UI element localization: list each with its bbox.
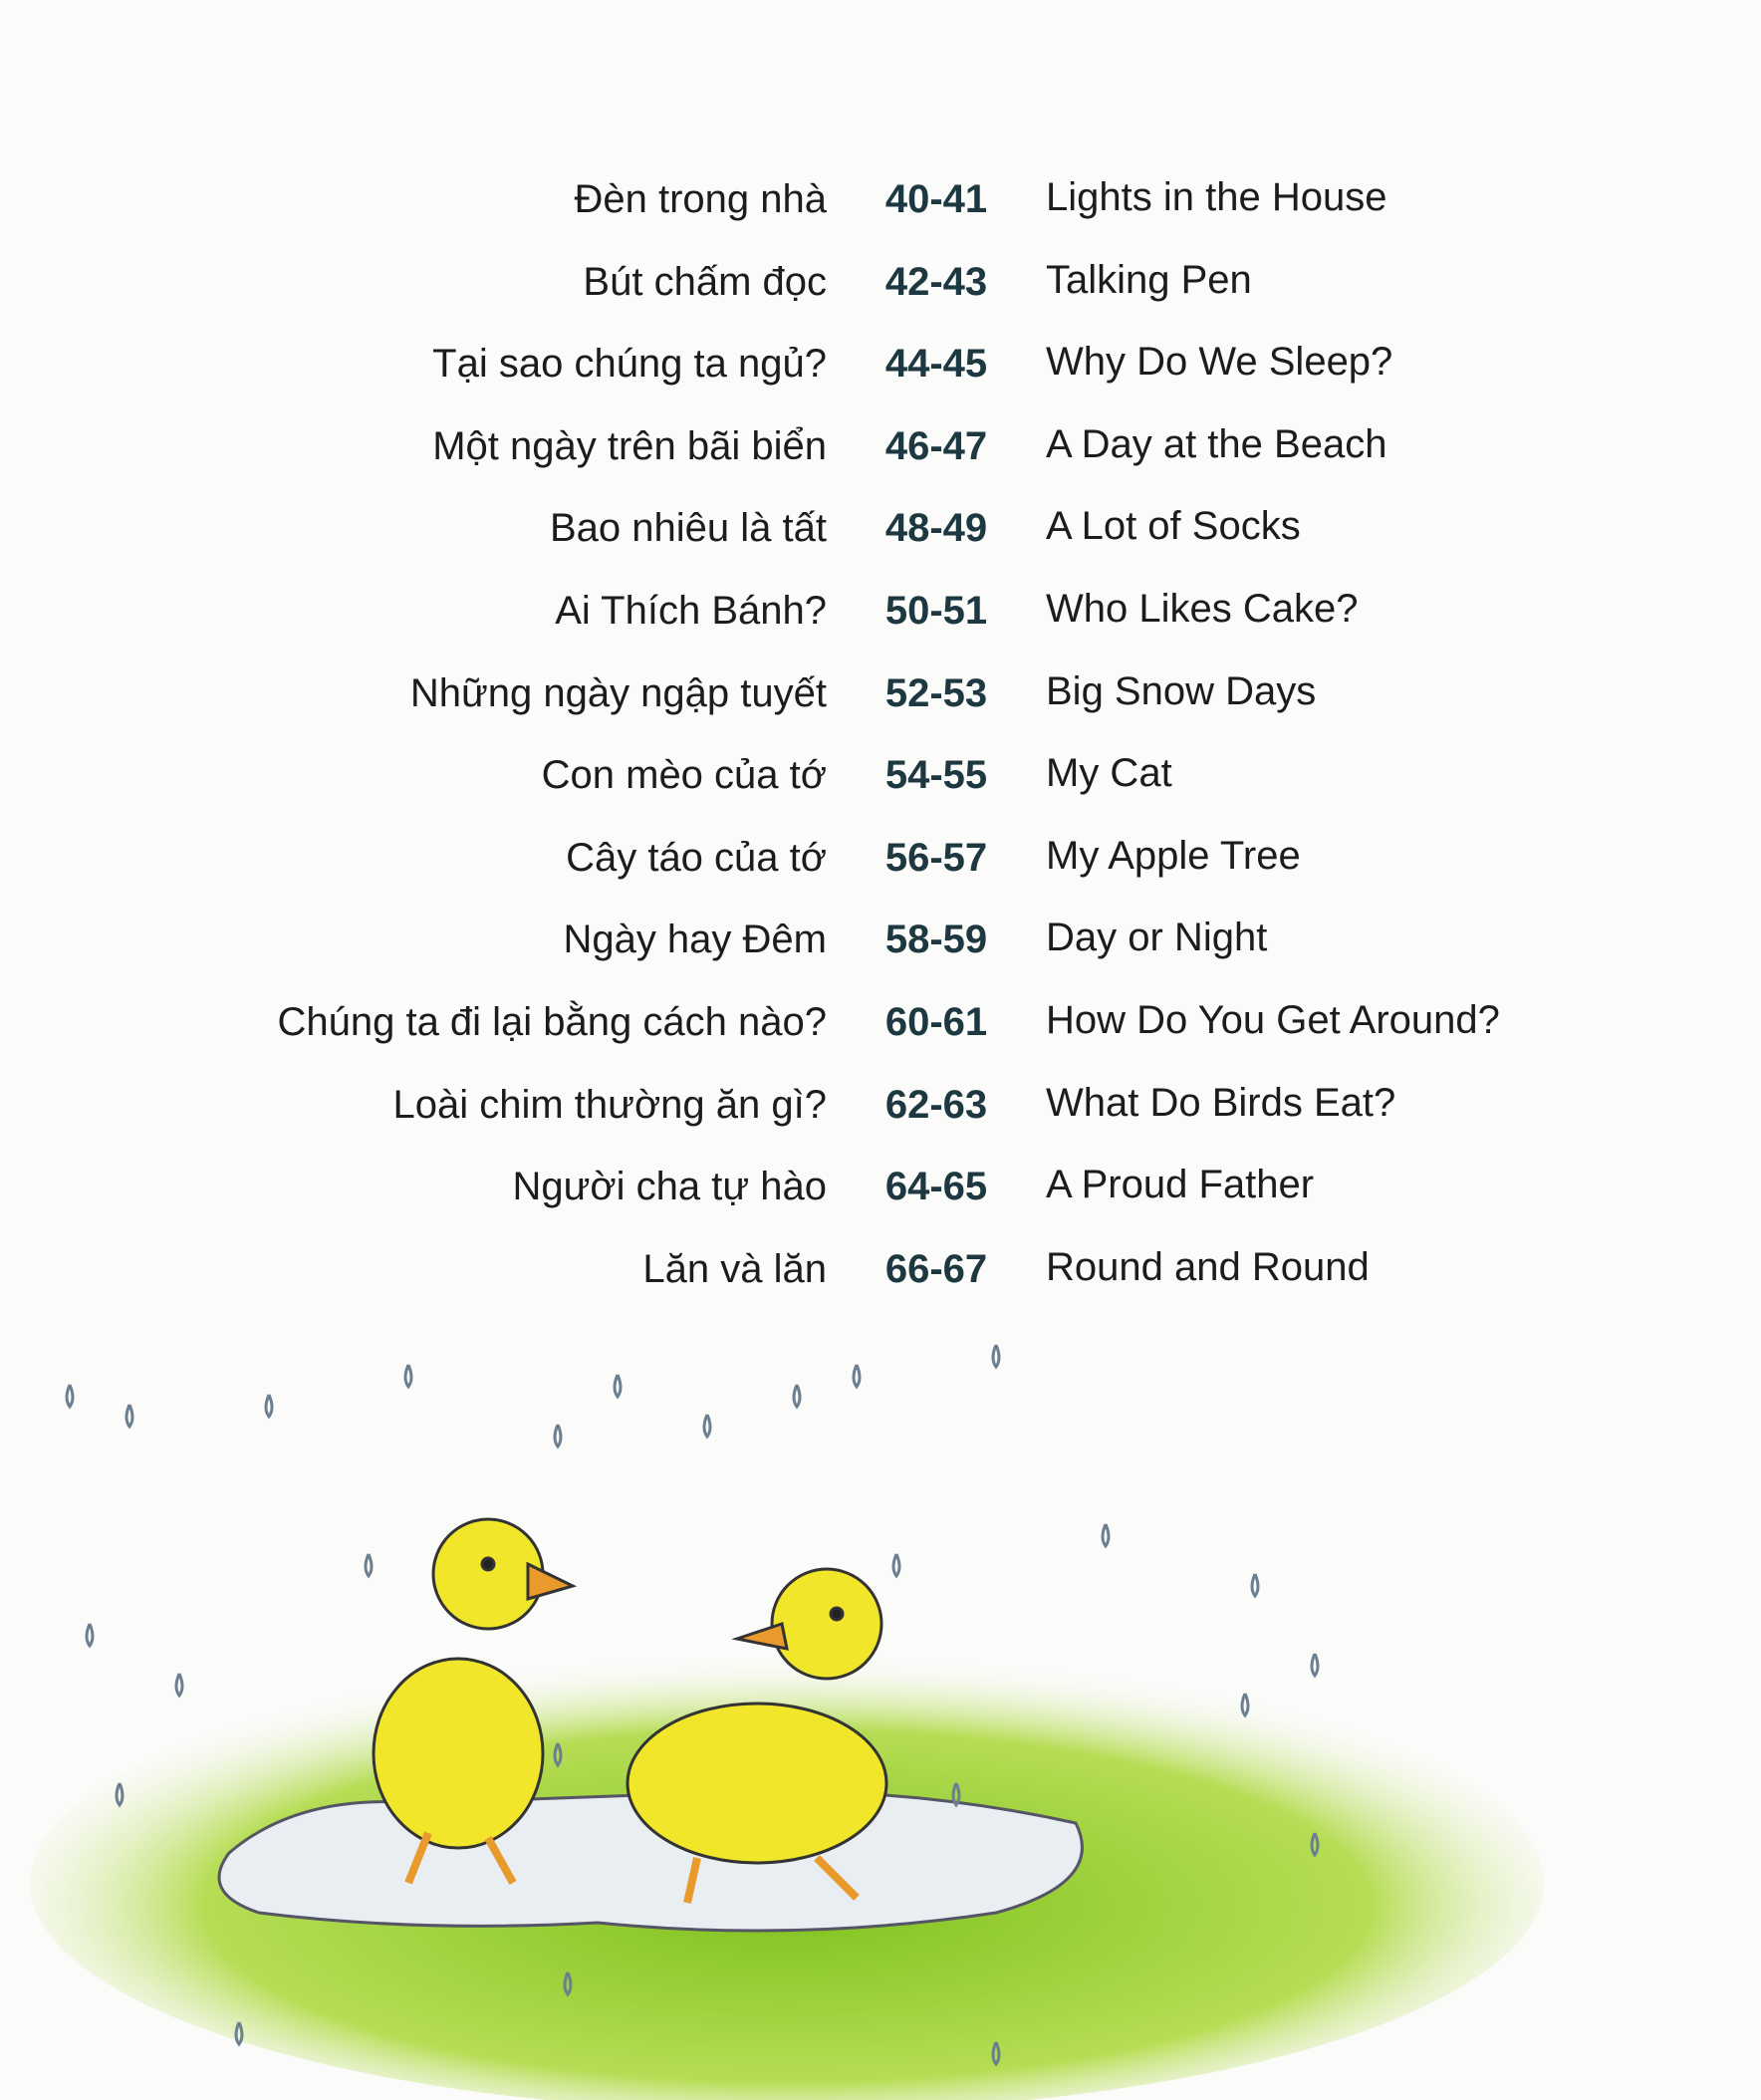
english-title: Lights in the House bbox=[1046, 175, 1387, 219]
page-range: 44-45 bbox=[884, 342, 988, 387]
toc-entry bbox=[0, 252, 1761, 335]
page-range: 42-43 bbox=[884, 259, 988, 304]
raindrop bbox=[1103, 1524, 1109, 1546]
raindrop bbox=[87, 1624, 93, 1646]
vietnamese-title: Chúng ta đi lại bằng cách nào? bbox=[277, 999, 827, 1044]
vietnamese-title: Lăn và lăn bbox=[642, 1246, 827, 1291]
vietnamese-title: Cây táo của tớ bbox=[566, 835, 827, 880]
page-range: 46-47 bbox=[884, 423, 988, 468]
english-title: Who Likes Cake? bbox=[1046, 586, 1359, 631]
toc-entry bbox=[0, 745, 1761, 828]
vietnamese-title: Ai Thích Bánh? bbox=[555, 588, 827, 633]
page-range: 58-59 bbox=[884, 918, 988, 962]
raindrop bbox=[704, 1415, 710, 1437]
toc-entry bbox=[0, 581, 1761, 663]
english-title: My Apple Tree bbox=[1046, 833, 1301, 878]
raindrop bbox=[615, 1375, 621, 1397]
vietnamese-title: Đèn trong nhà bbox=[574, 177, 827, 221]
english-title: How Do You Get Around? bbox=[1046, 997, 1500, 1042]
raindrop bbox=[893, 1554, 899, 1576]
toc-entry bbox=[0, 828, 1761, 911]
english-title: Big Snow Days bbox=[1046, 668, 1317, 713]
english-title: A Proud Father bbox=[1046, 1163, 1315, 1207]
vietnamese-title: Bút chấm đọc bbox=[583, 259, 827, 304]
page-range: 62-63 bbox=[884, 1082, 988, 1127]
page-range: 64-65 bbox=[884, 1165, 988, 1209]
toc-entry bbox=[0, 1157, 1761, 1239]
vietnamese-title: Một ngày trên bãi biển bbox=[432, 423, 827, 468]
english-title: Round and Round bbox=[1046, 1244, 1370, 1289]
page-range: 50-51 bbox=[884, 588, 988, 633]
toc-entry bbox=[0, 1075, 1761, 1158]
table-of-contents bbox=[0, 169, 1761, 1321]
english-title: Day or Night bbox=[1046, 916, 1268, 960]
toc-entry bbox=[0, 663, 1761, 746]
vietnamese-title: Tại sao chúng ta ngủ? bbox=[432, 342, 827, 387]
raindrop bbox=[794, 1385, 800, 1407]
page-range: 40-41 bbox=[884, 177, 988, 221]
english-title: A Day at the Beach bbox=[1046, 421, 1387, 466]
vietnamese-title: Những ngày ngập tuyết bbox=[409, 670, 827, 715]
english-title: My Cat bbox=[1046, 751, 1172, 796]
page-range: 52-53 bbox=[884, 670, 988, 715]
vietnamese-title: Con mèo của tớ bbox=[541, 753, 827, 798]
vietnamese-title: Loài chim thường ăn gì? bbox=[392, 1082, 827, 1127]
toc-entry bbox=[0, 910, 1761, 992]
raindrop bbox=[67, 1385, 73, 1407]
vietnamese-title: Người cha tự hào bbox=[512, 1165, 827, 1209]
raindrop bbox=[266, 1395, 272, 1417]
raindrop bbox=[176, 1674, 182, 1696]
raindrop bbox=[1312, 1654, 1318, 1676]
toc-entry bbox=[0, 992, 1761, 1075]
page-range: 66-67 bbox=[884, 1246, 988, 1291]
raindrop bbox=[405, 1365, 411, 1387]
vietnamese-title: Bao nhiêu là tất bbox=[550, 506, 827, 551]
toc-entry bbox=[0, 334, 1761, 416]
vietnamese-title: Ngày hay Đêm bbox=[563, 918, 827, 962]
page-range: 54-55 bbox=[884, 753, 988, 798]
english-title: A Lot of Socks bbox=[1046, 504, 1301, 549]
toc-entry bbox=[0, 169, 1761, 252]
page-range: 60-61 bbox=[884, 999, 988, 1044]
raindrop bbox=[854, 1365, 860, 1387]
english-title: Talking Pen bbox=[1046, 257, 1252, 302]
english-title: What Do Birds Eat? bbox=[1046, 1080, 1396, 1125]
page-range: 48-49 bbox=[884, 506, 988, 551]
raindrop bbox=[993, 1345, 999, 1367]
toc-entry bbox=[0, 416, 1761, 499]
raindrop bbox=[555, 1425, 561, 1446]
page-range: 56-57 bbox=[884, 835, 988, 880]
toc-entry bbox=[0, 1239, 1761, 1322]
toc-entry bbox=[0, 498, 1761, 581]
english-title: Why Do We Sleep? bbox=[1046, 340, 1393, 385]
raindrop bbox=[126, 1405, 132, 1427]
raindrop bbox=[1252, 1574, 1258, 1596]
ducks-in-rain-illustration bbox=[0, 1325, 1761, 2100]
raindrop bbox=[366, 1554, 372, 1576]
